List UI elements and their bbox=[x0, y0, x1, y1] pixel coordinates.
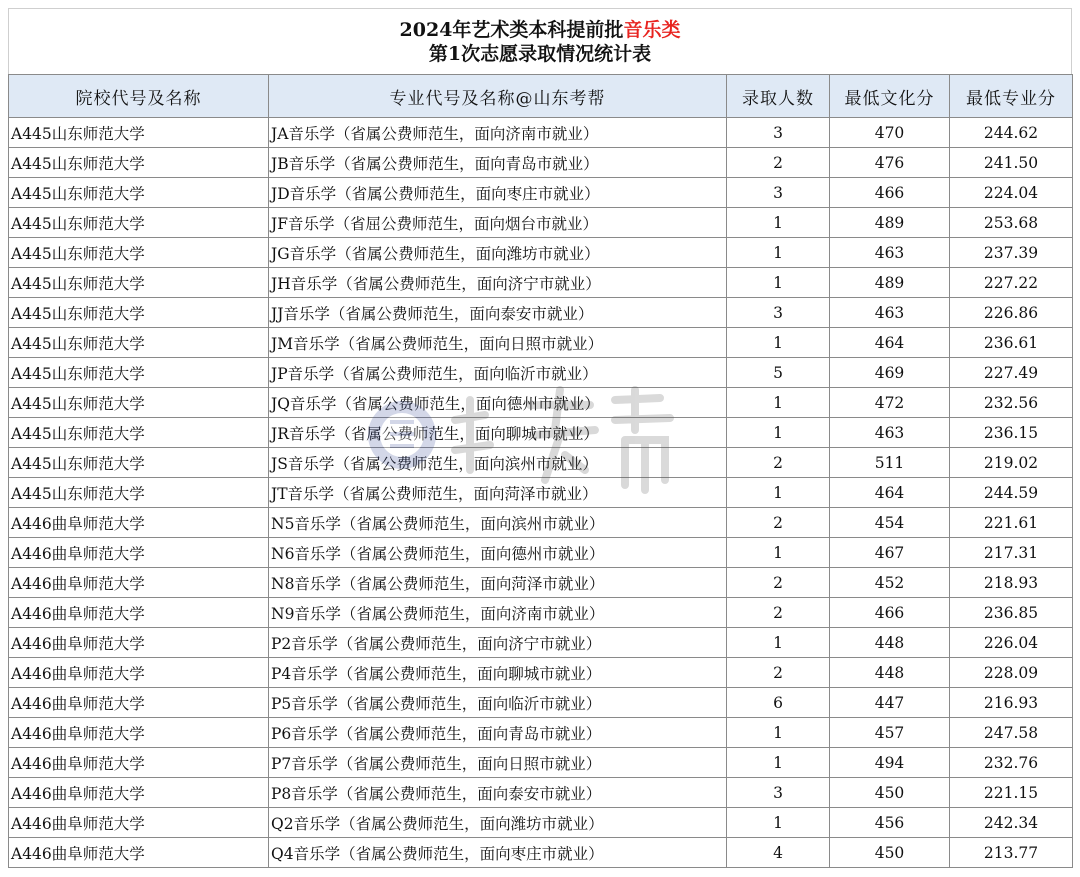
table-row bbox=[9, 718, 1073, 748]
cell-min-major: 242.34 bbox=[950, 808, 1073, 838]
cell-major: JS音乐学（省属公费师范生，面向滨州市就业） bbox=[269, 448, 727, 478]
cell-major: JB音乐学（省属公费师范生，面向青岛市就业） bbox=[269, 148, 727, 178]
cell-admitted: 1 bbox=[727, 238, 830, 268]
cell-admitted: 3 bbox=[727, 778, 830, 808]
cell-min-major: 237.39 bbox=[950, 238, 1073, 268]
table-title bbox=[8, 8, 1072, 74]
cell-major: JJ音乐学（省属公费师范生，面向泰安市就业） bbox=[269, 298, 727, 328]
cell-school: A446曲阜师范大学 bbox=[9, 598, 269, 628]
cell-school: A445山东师范大学 bbox=[9, 328, 269, 358]
title-line-2: 第1次志愿录取情况统计表 bbox=[428, 43, 652, 65]
cell-min-culture: 469 bbox=[830, 358, 950, 388]
cell-school: A446曲阜师范大学 bbox=[9, 688, 269, 718]
cell-major: JD音乐学（省属公费师范生，面向枣庄市就业） bbox=[269, 178, 727, 208]
cell-min-culture: 464 bbox=[830, 328, 950, 358]
title-prefix: 2024年艺术类本科提前批 bbox=[399, 19, 624, 41]
cell-min-major: 236.15 bbox=[950, 418, 1073, 448]
cell-major: JR音乐学（省属公费师范生，面向聊城市就业） bbox=[269, 418, 727, 448]
table-row bbox=[9, 448, 1073, 478]
cell-admitted: 4 bbox=[727, 838, 830, 868]
table-row bbox=[9, 808, 1073, 838]
cell-school: A445山东师范大学 bbox=[9, 418, 269, 448]
cell-min-major: 236.61 bbox=[950, 328, 1073, 358]
cell-min-culture: 448 bbox=[830, 628, 950, 658]
cell-min-culture: 447 bbox=[830, 688, 950, 718]
cell-min-major: 247.58 bbox=[950, 718, 1073, 748]
cell-major: P4音乐学（省属公费师范生，面向聊城市就业） bbox=[269, 658, 727, 688]
cell-min-culture: 472 bbox=[830, 388, 950, 418]
cell-admitted: 5 bbox=[727, 358, 830, 388]
title-highlight: 音乐类 bbox=[623, 19, 681, 41]
cell-major: JP音乐学（省属公费师范生，面向临沂市就业） bbox=[269, 358, 727, 388]
cell-major: Q2音乐学（省属公费师范生，面向潍坊市就业） bbox=[269, 808, 727, 838]
cell-school: A446曲阜师范大学 bbox=[9, 508, 269, 538]
cell-admitted: 3 bbox=[727, 118, 830, 148]
cell-min-culture: 454 bbox=[830, 508, 950, 538]
cell-major: P2音乐学（省属公费师范生，面向济宁市就业） bbox=[269, 628, 727, 658]
cell-min-culture: 463 bbox=[830, 238, 950, 268]
table-row bbox=[9, 358, 1073, 388]
table-row bbox=[9, 778, 1073, 808]
table-row bbox=[9, 748, 1073, 778]
table-body bbox=[9, 118, 1073, 868]
cell-min-major: 226.04 bbox=[950, 628, 1073, 658]
cell-school: A446曲阜师范大学 bbox=[9, 538, 269, 568]
cell-school: A446曲阜师范大学 bbox=[9, 628, 269, 658]
cell-min-major: 221.15 bbox=[950, 778, 1073, 808]
cell-min-major: 241.50 bbox=[950, 148, 1073, 178]
cell-admitted: 1 bbox=[727, 388, 830, 418]
cell-min-culture: 511 bbox=[830, 448, 950, 478]
cell-major: P6音乐学（省属公费师范生，面向青岛市就业） bbox=[269, 718, 727, 748]
cell-min-major: 221.61 bbox=[950, 508, 1073, 538]
table-row bbox=[9, 478, 1073, 508]
cell-min-culture: 448 bbox=[830, 658, 950, 688]
cell-admitted: 1 bbox=[727, 328, 830, 358]
cell-school: A445山东师范大学 bbox=[9, 448, 269, 478]
cell-admitted: 1 bbox=[727, 628, 830, 658]
cell-major: N5音乐学（省属公费师范生，面向滨州市就业） bbox=[269, 508, 727, 538]
header-min-major: 最低专业分 bbox=[950, 75, 1073, 118]
cell-min-culture: 464 bbox=[830, 478, 950, 508]
header-min-culture: 最低文化分 bbox=[830, 75, 950, 118]
cell-school: A445山东师范大学 bbox=[9, 178, 269, 208]
table-row bbox=[9, 328, 1073, 358]
cell-min-major: 224.04 bbox=[950, 178, 1073, 208]
cell-school: A445山东师范大学 bbox=[9, 388, 269, 418]
cell-min-major: 213.77 bbox=[950, 838, 1073, 868]
cell-min-culture: 450 bbox=[830, 778, 950, 808]
cell-major: N8音乐学（省属公费师范生，面向菏泽市就业） bbox=[269, 568, 727, 598]
cell-admitted: 6 bbox=[727, 688, 830, 718]
cell-min-major: 227.22 bbox=[950, 268, 1073, 298]
cell-admitted: 2 bbox=[727, 508, 830, 538]
table-row bbox=[9, 538, 1073, 568]
table-row bbox=[9, 418, 1073, 448]
cell-admitted: 2 bbox=[727, 658, 830, 688]
cell-school: A445山东师范大学 bbox=[9, 478, 269, 508]
cell-school: A446曲阜师范大学 bbox=[9, 748, 269, 778]
table-row bbox=[9, 298, 1073, 328]
table-row bbox=[9, 178, 1073, 208]
cell-min-major: 227.49 bbox=[950, 358, 1073, 388]
cell-admitted: 1 bbox=[727, 208, 830, 238]
cell-admitted: 1 bbox=[727, 268, 830, 298]
table-row bbox=[9, 238, 1073, 268]
header-row bbox=[9, 75, 1073, 118]
cell-admitted: 1 bbox=[727, 478, 830, 508]
cell-major: JF音乐学（省屈公费师范生，面向烟台市就业） bbox=[269, 208, 727, 238]
table-row bbox=[9, 388, 1073, 418]
cell-min-major: 232.56 bbox=[950, 388, 1073, 418]
cell-min-major: 253.68 bbox=[950, 208, 1073, 238]
cell-major: JA音乐学（省属公费师范生，面向济南市就业） bbox=[269, 118, 727, 148]
cell-min-culture: 463 bbox=[830, 298, 950, 328]
cell-min-culture: 452 bbox=[830, 568, 950, 598]
table-row bbox=[9, 628, 1073, 658]
cell-admitted: 3 bbox=[727, 298, 830, 328]
cell-min-culture: 489 bbox=[830, 208, 950, 238]
cell-min-culture: 450 bbox=[830, 838, 950, 868]
cell-admitted: 1 bbox=[727, 718, 830, 748]
table-row bbox=[9, 508, 1073, 538]
cell-min-culture: 463 bbox=[830, 418, 950, 448]
cell-min-major: 219.02 bbox=[950, 448, 1073, 478]
cell-major: P7音乐学（省属公费师范生，面向日照市就业） bbox=[269, 748, 727, 778]
header-major: 专业代号及名称@山东考帮 bbox=[269, 75, 727, 118]
cell-major: JM音乐学（省属公费师范生，面向日照市就业） bbox=[269, 328, 727, 358]
cell-school: A445山东师范大学 bbox=[9, 118, 269, 148]
cell-min-major: 228.09 bbox=[950, 658, 1073, 688]
cell-major: JQ音乐学（省属公费师范生，面向德州市就业） bbox=[269, 388, 727, 418]
cell-min-culture: 467 bbox=[830, 538, 950, 568]
cell-major: JH音乐学（省属公费师范生，面向济宁市就业） bbox=[269, 268, 727, 298]
cell-min-major: 217.31 bbox=[950, 538, 1073, 568]
cell-school: A445山东师范大学 bbox=[9, 268, 269, 298]
cell-admitted: 1 bbox=[727, 808, 830, 838]
title-line-1 bbox=[9, 19, 1071, 41]
table-row bbox=[9, 568, 1073, 598]
table-row bbox=[9, 148, 1073, 178]
cell-min-major: 232.76 bbox=[950, 748, 1073, 778]
cell-min-culture: 456 bbox=[830, 808, 950, 838]
cell-min-major: 216.93 bbox=[950, 688, 1073, 718]
cell-admitted: 1 bbox=[727, 538, 830, 568]
cell-school: A446曲阜师范大学 bbox=[9, 718, 269, 748]
cell-admitted: 1 bbox=[727, 418, 830, 448]
cell-school: A445山东师范大学 bbox=[9, 358, 269, 388]
admission-table bbox=[8, 74, 1073, 868]
cell-major: JG音乐学（省属公费师范生，面向潍坊市就业） bbox=[269, 238, 727, 268]
cell-school: A446曲阜师范大学 bbox=[9, 808, 269, 838]
cell-admitted: 2 bbox=[727, 598, 830, 628]
cell-school: A445山东师范大学 bbox=[9, 238, 269, 268]
table-row bbox=[9, 688, 1073, 718]
cell-min-major: 226.86 bbox=[950, 298, 1073, 328]
cell-admitted: 2 bbox=[727, 148, 830, 178]
cell-min-major: 218.93 bbox=[950, 568, 1073, 598]
cell-min-culture: 476 bbox=[830, 148, 950, 178]
cell-major: N9音乐学（省属公费师范生，面向济南市就业） bbox=[269, 598, 727, 628]
cell-major: N6音乐学（省属公费师范生，面向德州市就业） bbox=[269, 538, 727, 568]
header-admitted: 录取人数 bbox=[727, 75, 830, 118]
table-row bbox=[9, 208, 1073, 238]
table-row bbox=[9, 118, 1073, 148]
table-row bbox=[9, 598, 1073, 628]
cell-major: Q4音乐学（省属公费师范生，面向枣庄市就业） bbox=[269, 838, 727, 868]
cell-min-major: 244.62 bbox=[950, 118, 1073, 148]
cell-school: A445山东师范大学 bbox=[9, 148, 269, 178]
cell-admitted: 2 bbox=[727, 448, 830, 478]
cell-min-major: 244.59 bbox=[950, 478, 1073, 508]
cell-major: JT音乐学（省属公费师范生，面向菏泽市就业） bbox=[269, 478, 727, 508]
cell-major: P5音乐学（省属公费师范生，面向临沂市就业） bbox=[269, 688, 727, 718]
cell-min-culture: 466 bbox=[830, 598, 950, 628]
cell-min-culture: 489 bbox=[830, 268, 950, 298]
cell-admitted: 3 bbox=[727, 178, 830, 208]
cell-school: A446曲阜师范大学 bbox=[9, 568, 269, 598]
cell-min-major: 236.85 bbox=[950, 598, 1073, 628]
cell-admitted: 1 bbox=[727, 748, 830, 778]
cell-admitted: 2 bbox=[727, 568, 830, 598]
cell-school: A445山东师范大学 bbox=[9, 208, 269, 238]
cell-min-culture: 466 bbox=[830, 178, 950, 208]
table-row bbox=[9, 838, 1073, 868]
header-school: 院校代号及名称 bbox=[9, 75, 269, 118]
cell-min-culture: 457 bbox=[830, 718, 950, 748]
cell-major: P8音乐学（省属公费师范生，面向泰安市就业） bbox=[269, 778, 727, 808]
cell-school: A446曲阜师范大学 bbox=[9, 838, 269, 868]
cell-min-culture: 470 bbox=[830, 118, 950, 148]
cell-min-culture: 494 bbox=[830, 748, 950, 778]
cell-school: A446曲阜师范大学 bbox=[9, 658, 269, 688]
table-row bbox=[9, 268, 1073, 298]
cell-school: A445山东师范大学 bbox=[9, 298, 269, 328]
cell-school: A446曲阜师范大学 bbox=[9, 778, 269, 808]
table-row bbox=[9, 658, 1073, 688]
